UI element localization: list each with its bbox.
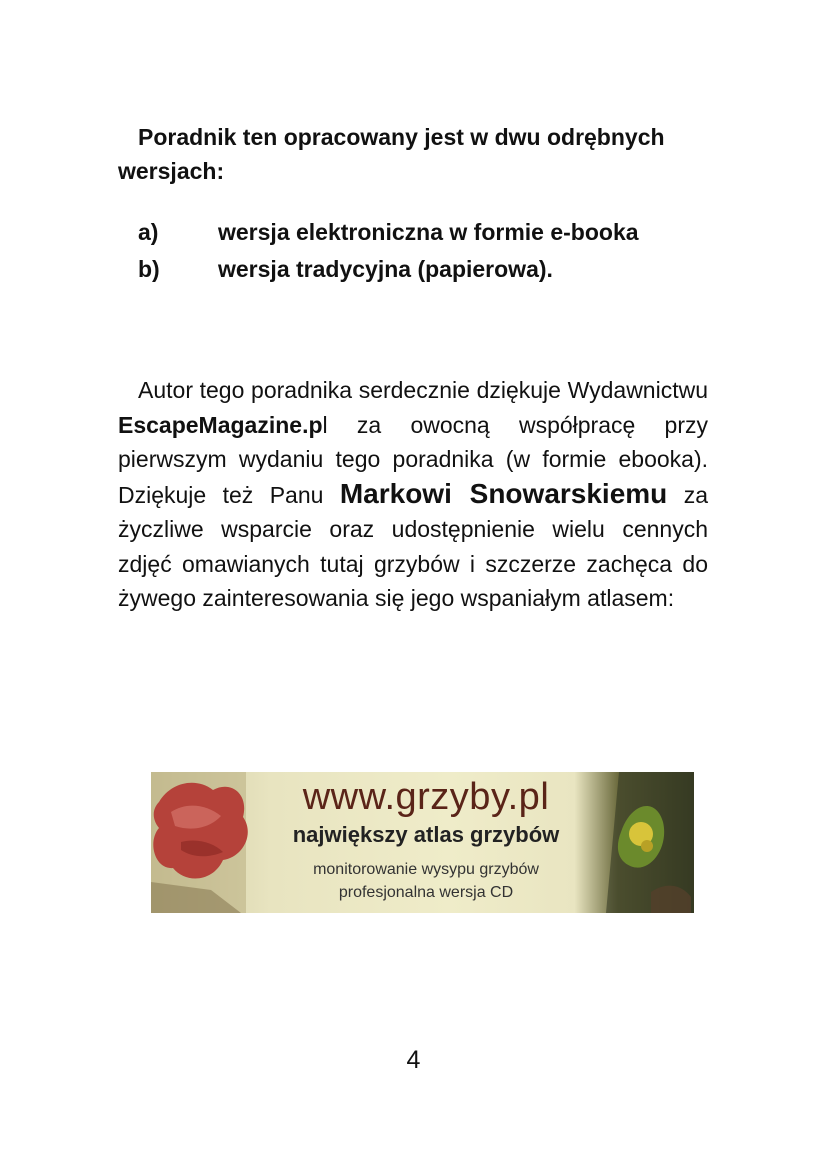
list-item	[138, 251, 708, 288]
banner-tagline: największy atlas grzybów	[292, 822, 560, 847]
grzyby-banner[interactable]	[151, 772, 694, 913]
person-name: Markowi Snowarskiemu	[339, 477, 668, 509]
list-item-text: wersja elektroniczna w formie e-booka	[218, 219, 639, 245]
banner-line-1: monitorowanie wysypu grzybów	[313, 861, 539, 878]
page-number: 4	[406, 1046, 421, 1074]
list-item	[138, 214, 708, 251]
intro-line-2: wersjach:	[118, 158, 225, 184]
intro-paragraph	[118, 120, 708, 188]
list-item-text: wersja tradycyjna (papierowa).	[218, 256, 553, 282]
thanks-text-2: za owocną współpracę przy pierwszym wydaniu tego poradnika (w formie ebooka). Dziękuje też Panu	[118, 411, 708, 508]
publisher-name: EscapeMagazine.p	[118, 411, 323, 438]
acknowledgement-paragraph	[118, 373, 708, 616]
intro-line-1: Poradnik ten opracowany jest w dwu odrębnych	[138, 124, 665, 150]
list-marker: b)	[138, 256, 160, 282]
thanks-text-1: Autor tego poradnika serdecznie dziękuje Wydawnictwu	[138, 377, 708, 403]
thanks-text-3: za życzliwe wsparcie oraz udostępnienie wielu cennych zdjęć omawianych tutaj grzybów i szczerze zachęca do żywego zainteresowania się jego wspaniałym atlasem:	[118, 481, 708, 611]
banner-url[interactable]: www.grzyby.pl	[302, 776, 550, 818]
banner-line-2: profesjonalna wersja CD	[338, 884, 514, 901]
versions-list	[138, 214, 708, 288]
list-marker: a)	[138, 219, 159, 245]
publisher-name-tail: l	[322, 411, 328, 438]
